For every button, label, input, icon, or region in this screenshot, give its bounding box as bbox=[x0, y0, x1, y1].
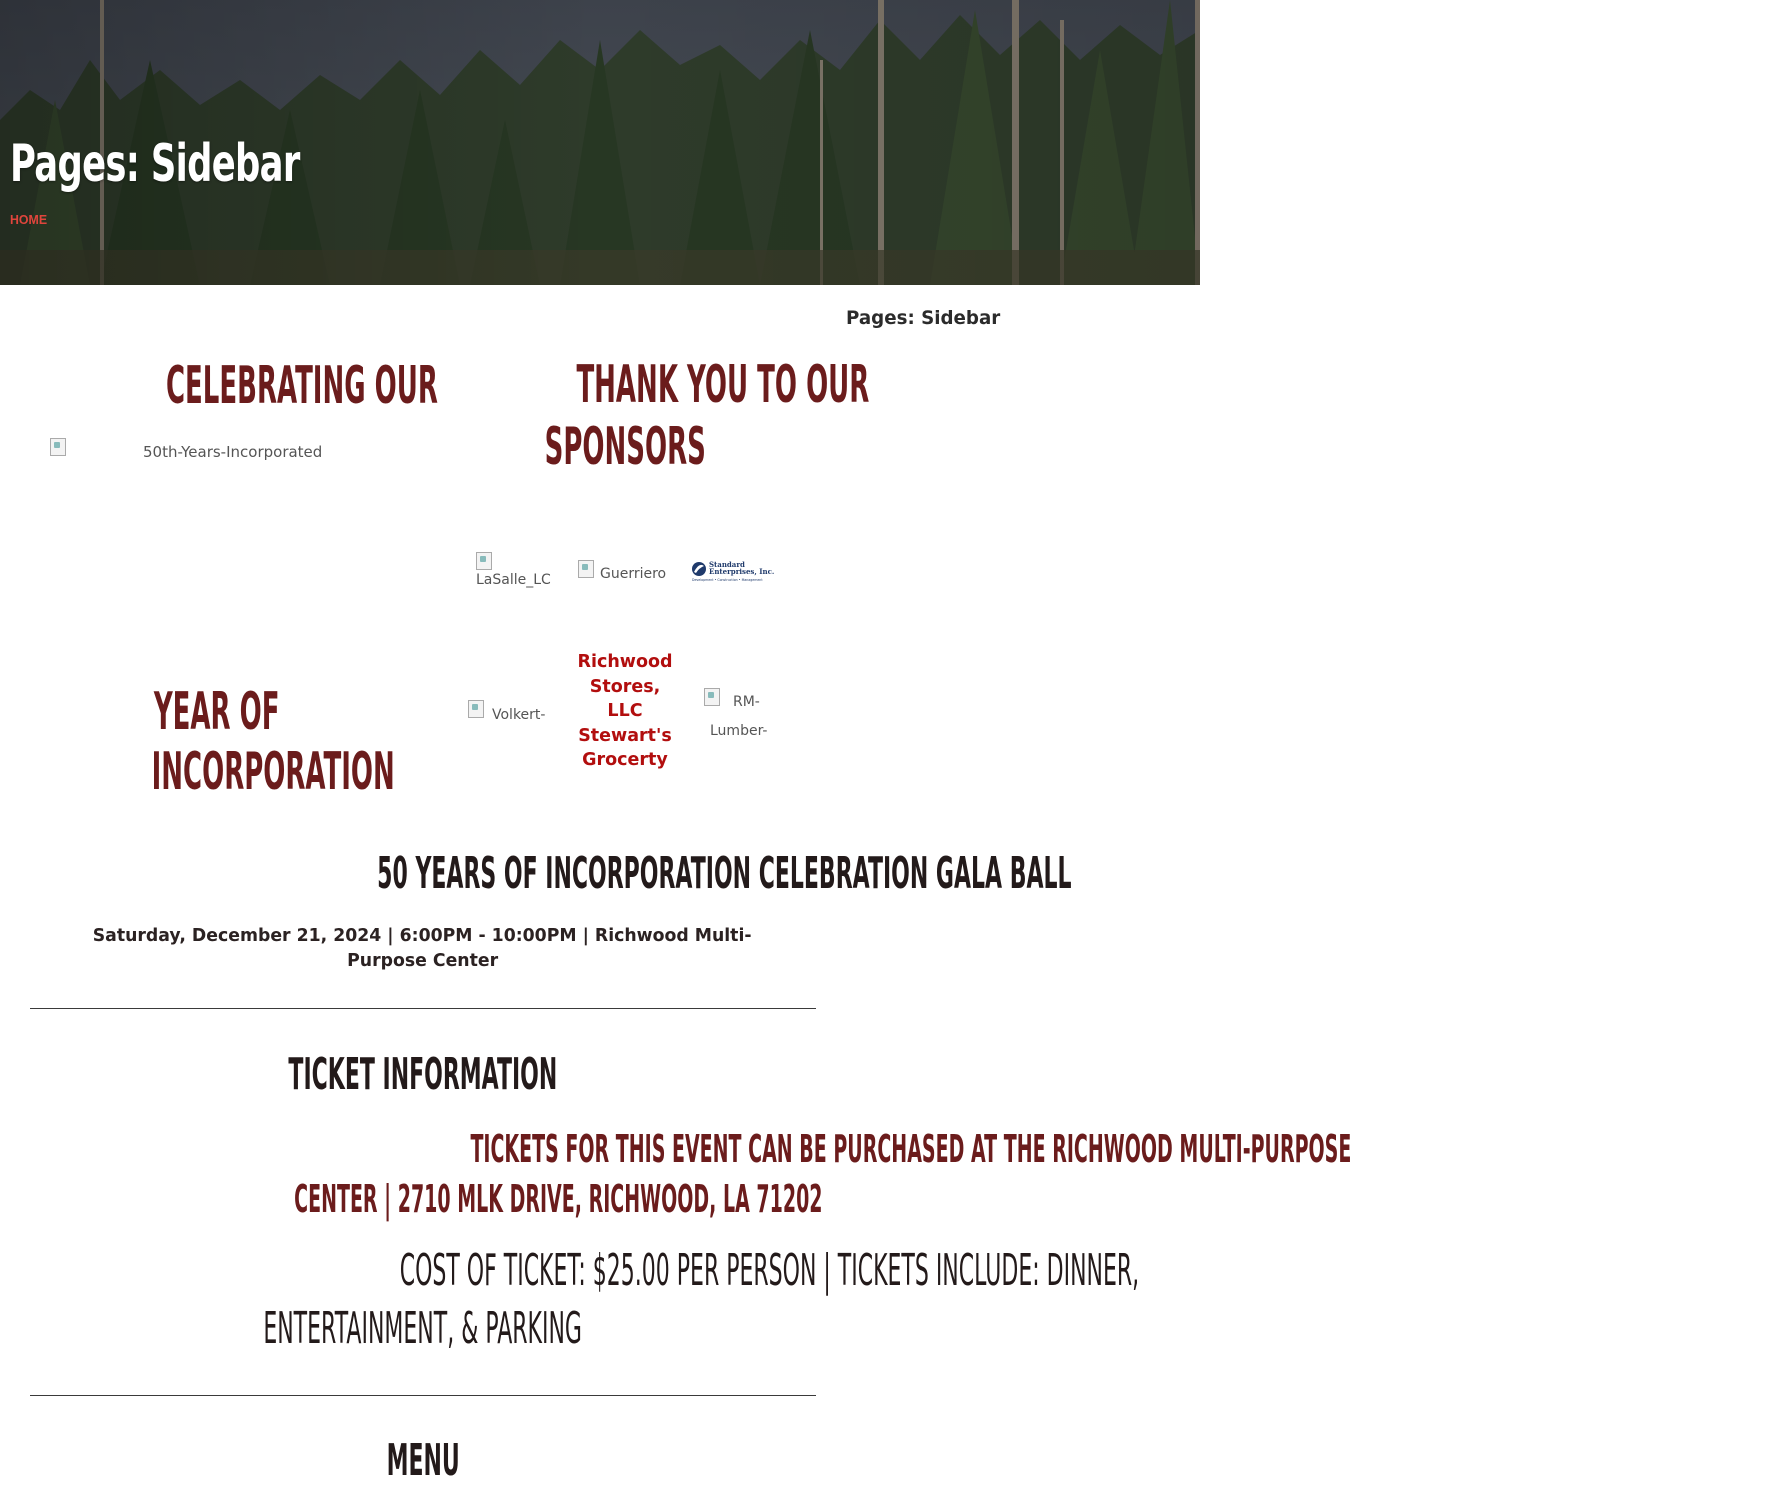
sponsor-logo-rm-lumber bbox=[704, 688, 774, 739]
event-details: Saturday, December 21, 2024 | 6:00PM - 10:00PM | Richwood Multi- Purpose Center bbox=[93, 925, 752, 971]
sponsor-logo-standard-enterprises bbox=[690, 558, 786, 584]
broken-image-icon bbox=[50, 438, 66, 456]
sponsors-heading: THANK YOU TO OUR SPONSORS bbox=[544, 355, 870, 477]
logo-name-line1: Standard bbox=[709, 560, 745, 569]
broken-image-icon bbox=[468, 700, 484, 718]
image-alt-text: LaSalle_LC bbox=[476, 572, 551, 588]
broken-image-icon bbox=[476, 552, 492, 570]
image-alt-text: RM- bbox=[733, 694, 760, 710]
fifty-years-image bbox=[50, 438, 380, 468]
page-title: Pages: Sidebar bbox=[10, 134, 300, 194]
menu-heading: MENU bbox=[386, 1435, 460, 1486]
image-alt-text: Guerriero bbox=[600, 566, 667, 582]
sponsor-logo-volkert bbox=[468, 700, 558, 726]
broken-image-icon bbox=[704, 688, 720, 706]
text-sponsor-line: Stores, bbox=[589, 676, 661, 697]
text-sponsor-line: Grocerty bbox=[582, 750, 668, 770]
year-of-incorporation-heading: YEAR OF INCORPORATION bbox=[151, 682, 395, 802]
text-sponsor-line: Stewart's bbox=[578, 725, 672, 746]
logo-name-line2: Enterprises, Inc. bbox=[709, 567, 775, 576]
image-alt-text: Volkert- bbox=[492, 707, 546, 723]
text-sponsor-line: Richwood bbox=[577, 652, 673, 672]
section-divider bbox=[30, 1008, 816, 1009]
sponsor-logo-lasalle bbox=[476, 552, 551, 588]
text-sponsors-list bbox=[570, 650, 680, 773]
standard-enterprises-logo-icon bbox=[690, 558, 786, 584]
sidebar-page-title: Pages: Sidebar bbox=[846, 307, 1001, 329]
event-title: 50 YEARS OF INCORPORATION CELEBRATION GALA BALL bbox=[377, 848, 1072, 899]
sponsor-logo-guerriero bbox=[578, 560, 678, 586]
image-alt-text: 50th-Years-Incorporated bbox=[143, 443, 323, 461]
page-hero-banner bbox=[0, 0, 1200, 285]
text-sponsor-line: LLC bbox=[607, 701, 643, 721]
section-divider bbox=[30, 1395, 816, 1396]
broken-image-icon bbox=[578, 560, 594, 578]
breadcrumb-home-link[interactable]: HOME bbox=[10, 212, 48, 227]
image-alt-text: Lumber- bbox=[710, 723, 768, 739]
ticket-cost-info: COST OF TICKET: $25.00 PER PERSON | TICKETS INCLUDE: DINNER, ENTERTAINMENT, & PARKING bbox=[263, 1245, 1140, 1354]
celebrating-heading: CELEBRATING OUR bbox=[165, 356, 438, 416]
logo-tagline: Development • Construction • Management bbox=[692, 578, 763, 582]
ticket-information-heading: TICKET INFORMATION bbox=[288, 1049, 558, 1100]
ticket-purchase-info: TICKETS FOR THIS EVENT CAN BE PURCHASED AT THE RICHWOOD MULTI-PURPOSE CENTER | 2710 MLK DRIVE, RICHWOOD, LA 71202 bbox=[294, 1127, 1352, 1221]
